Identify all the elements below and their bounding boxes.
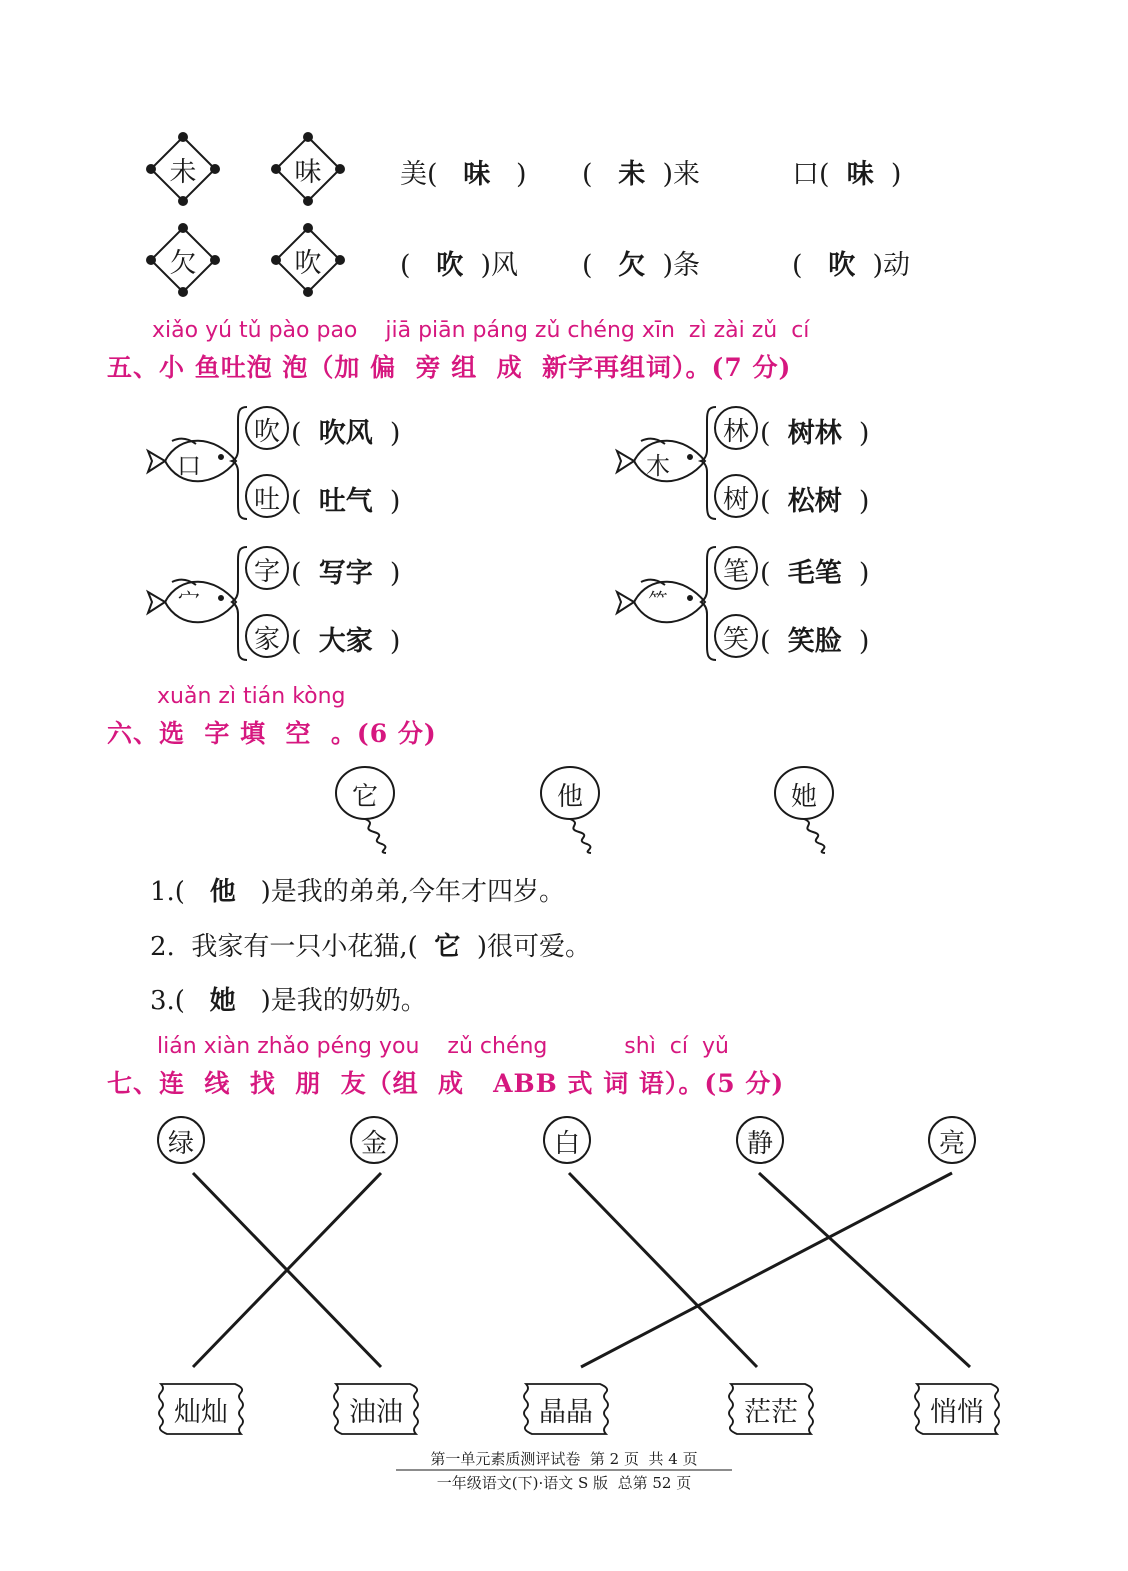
fill-item: 口( 味 ) (792, 159, 902, 190)
answer: 欠 (618, 250, 646, 281)
fill-item: ( 欠 )条 (582, 250, 701, 281)
bottom-word: 晶晶 (539, 1397, 593, 1428)
section6-pinyin: xuǎn zì tián kòng (157, 684, 346, 709)
section7-heading: 七、连 线 找 朋 友（组 成 ABB 式 词 语）。(5 分) (107, 1069, 785, 1098)
bubble-char: 笔 (722, 557, 749, 587)
bottom-word: 油油 (349, 1397, 403, 1428)
word-answer: ( 笑脸 ) (760, 626, 870, 657)
word-answer: ( 毛笔 ) (760, 558, 870, 589)
word-answer: ( 松树 ) (760, 486, 870, 517)
bubble-char: 吹 (253, 417, 280, 447)
word-answer: ( 写字 ) (291, 558, 401, 589)
top-char: 白 (553, 1129, 580, 1159)
bubble-char: 笑 (722, 625, 749, 655)
diamond-char: 味 (294, 157, 322, 188)
diamond-char: 欠 (169, 248, 197, 279)
diamond-char: 吹 (294, 248, 322, 279)
section5-heading: 五、小 鱼吐泡 泡（加 偏 旁 组 成 新字再组词）。(7 分) (107, 353, 792, 382)
bubble-char: 家 (253, 625, 280, 655)
bubble-char: 林 (722, 417, 749, 447)
fill-item: ( 吹 )风 (400, 250, 519, 281)
section6-heading: 六、选 字 填 空 。(6 分) (107, 719, 437, 748)
bubble-char: 字 (253, 557, 280, 587)
fill-item: ( 吹 )动 (792, 250, 911, 281)
fill-item: 美( 味 ) (400, 159, 527, 190)
fish-radical: 宀 (177, 589, 200, 614)
word-answer: ( 吹风 ) (291, 418, 401, 449)
footer-line-1: 第一单元素质测评试卷 第 2 页 共 4 页 (430, 1450, 698, 1468)
word-answer: ( 树林 ) (760, 418, 870, 449)
sentence-1: 1.( 他 )是我的弟弟,今年才四岁。 (150, 877, 565, 907)
answer: 吹 (436, 250, 464, 281)
bottom-word: 悄悄 (930, 1397, 984, 1428)
footer-line-2: 一年级语文(下)·语文 S 版 总第 52 页 (436, 1474, 692, 1492)
fish-radical: 口 (177, 452, 201, 480)
word-answer: ( 大家 ) (291, 626, 401, 657)
balloon-char: 他 (556, 782, 583, 812)
section5-pinyin: xiǎo yú tǔ pào pao jiā piān páng zǔ chéng xīn zì zài zǔ cí (152, 318, 810, 343)
answer: 味 (463, 159, 491, 190)
bubble-char: 树 (722, 485, 749, 515)
fill-item: ( 未 )来 (582, 159, 701, 190)
answer: 吹 (828, 250, 856, 281)
word-answer: ( 吐气 ) (291, 486, 401, 517)
answer: 味 (846, 159, 874, 190)
bottom-word: 灿灿 (174, 1397, 228, 1428)
top-char: 金 (360, 1129, 387, 1159)
diamond-char: 未 (169, 157, 197, 188)
top-char: 绿 (167, 1129, 194, 1159)
answer: 未 (618, 159, 646, 190)
fish-radical: 木 (646, 452, 670, 480)
fish-icon (148, 439, 705, 623)
fish-radical: ⺮ (648, 588, 668, 612)
top-char: 亮 (938, 1129, 965, 1159)
sentence-3: 3.( 她 )是我的奶奶。 (150, 986, 427, 1016)
bottom-word: 茫茫 (744, 1397, 798, 1428)
balloon-char: 它 (351, 782, 378, 812)
balloon-char: 她 (790, 782, 817, 812)
sentence-2: 2. 我家有一只小花猫,( 它 )很可爱。 (150, 932, 591, 962)
section7-pinyin: lián xiàn zhǎo péng you zǔ chéng shì cí yǔ (157, 1034, 729, 1059)
bubble-char: 吐 (253, 485, 280, 515)
top-char: 静 (746, 1129, 773, 1159)
connecting-lines (193, 1173, 970, 1367)
